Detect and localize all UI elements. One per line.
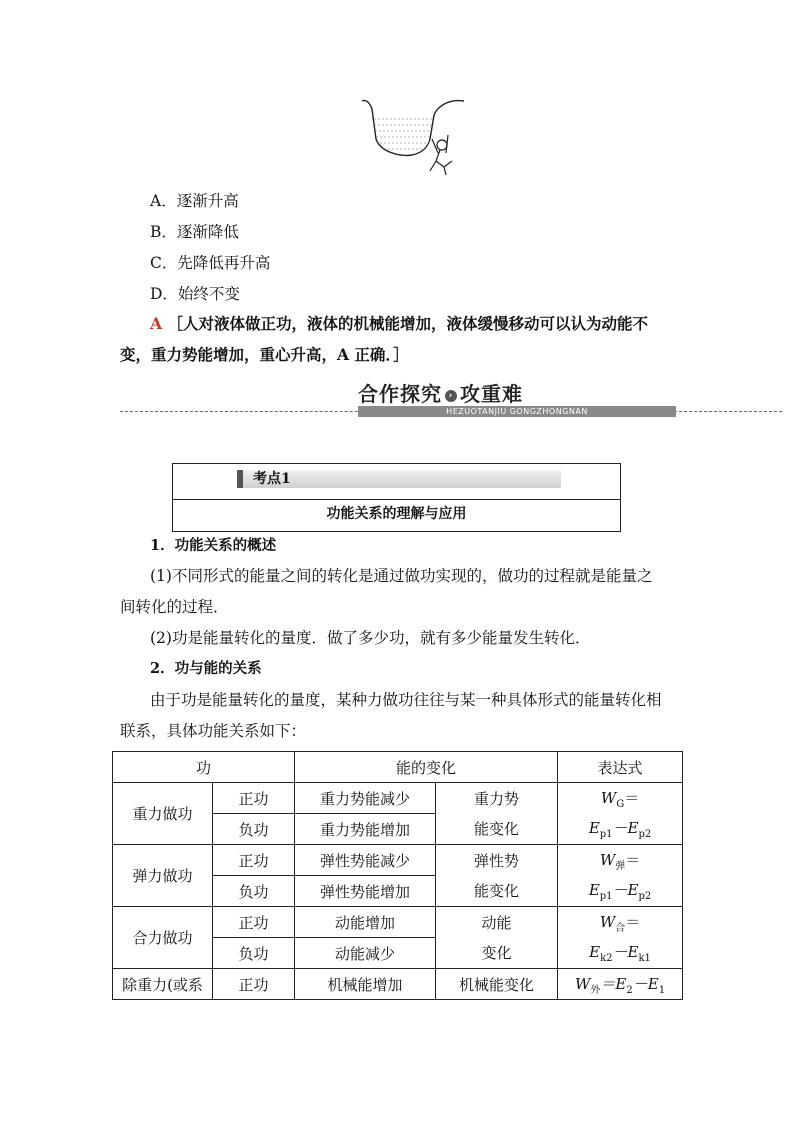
section1-heading: 1．功能关系的概述 (150, 537, 277, 554)
option-a: A．逐渐升高 (150, 192, 239, 210)
section-banner (120, 378, 782, 420)
table-cell-expr: $E_{k2}-E_{k1}$ (558, 938, 683, 969)
table-cell: 变化 (436, 938, 558, 969)
answer-letter: A (150, 314, 163, 333)
table-cell: 正功 (213, 907, 295, 938)
table-cell-expr: $E_{p1}-E_{p2}$ (558, 876, 683, 907)
table-cell: 弹性势 (436, 845, 558, 876)
banner-title (358, 378, 523, 407)
table-cell: 弹性势能减少 (295, 845, 436, 876)
answer-line-2: 变，重力势能增加，重心升高，A 正确．］ (120, 345, 409, 364)
table-cell: 能变化 (436, 876, 558, 907)
section1-p1-line1: (1)不同形式的能量之间的转化是通过做功实现的，做功的过程就是能量之 (150, 567, 653, 585)
table-cell: 正功 (213, 845, 295, 876)
table-row (113, 845, 683, 876)
section2-p1-line2: 联系，具体功能关系如下： (120, 722, 307, 740)
table-cell: 重力势 (436, 783, 558, 814)
liquid-container-figure (360, 95, 466, 177)
table-cell: 负功 (213, 814, 295, 845)
table-cell-force: 弹力做功 (113, 845, 213, 907)
table-cell: 正功 (213, 783, 295, 814)
table-cell-expr: $E_{p1}-E_{p2}$ (558, 814, 683, 845)
section2-heading: 2．功与能的关系 (150, 660, 262, 677)
answer-line-1 (150, 313, 648, 335)
table-cell: 正功 (213, 969, 295, 1000)
table-cell-force: 合力做功 (113, 907, 213, 969)
kaodian-box (172, 463, 621, 532)
table-header: 表达式 (558, 752, 683, 783)
table-cell: 重力势能减少 (295, 783, 436, 814)
banner-title-part1: 合作探究 (358, 382, 442, 406)
kaodian-label: 考点1 (253, 471, 291, 487)
table-row (113, 783, 683, 814)
table-cell-force: 重力做功 (113, 783, 213, 845)
answer-explanation-1: ［人对液体做正功，液体的机械能增加，液体缓慢移动可以认为动能不 (167, 314, 648, 333)
table-cell: 动能 (436, 907, 558, 938)
table-cell: 负功 (213, 876, 295, 907)
banner-title-part2: 攻重难 (460, 382, 523, 406)
work-energy-table (112, 751, 683, 1000)
chevron-right-icon: › (445, 390, 457, 402)
table-cell-expr: $W_外=E_2-E_1$ (558, 969, 683, 1000)
option-c: C．先降低再升高 (150, 254, 271, 272)
table-row (113, 907, 683, 938)
table-cell-expr: $W_G=$ (558, 783, 683, 814)
kaodian-divider (173, 499, 620, 500)
section2-p1-line1: 由于功是能量转化的量度，某种力做功往往与某一种具体形式的能量转化相 (150, 691, 662, 709)
table-cell: 重力势能增加 (295, 814, 436, 845)
table-cell-expr: $W_合=$ (558, 907, 683, 938)
table-cell: 机械能增加 (295, 969, 436, 1000)
table-cell: 弹性势能增加 (295, 876, 436, 907)
table-cell-expr: $W_弹=$ (558, 845, 683, 876)
table-cell: 负功 (213, 938, 295, 969)
table-header-row (113, 752, 683, 783)
table-cell-force: 除重力(或系 (113, 969, 213, 1000)
option-b: B．逐渐降低 (150, 223, 239, 241)
kaodian-title: 功能关系的理解与应用 (326, 506, 467, 522)
table-cell: 动能增加 (295, 907, 436, 938)
table-cell: 能变化 (436, 814, 558, 845)
section1-p2: (2)功是能量转化的量度．做了多少功，就有多少能量发生转化． (150, 629, 591, 647)
table-header: 能的变化 (295, 752, 558, 783)
table-row (113, 969, 683, 1000)
section1-p1-line2: 间转化的过程． (120, 598, 229, 616)
kaodian-label-bar (237, 470, 561, 488)
option-d: D．始终不变 (150, 285, 240, 303)
table-cell: 机械能变化 (436, 969, 558, 1000)
table-cell: 动能减少 (295, 938, 436, 969)
table-header: 功 (113, 752, 295, 783)
banner-subtitle: HEZUOTANJIU GONGZHONGNAN (358, 406, 676, 417)
